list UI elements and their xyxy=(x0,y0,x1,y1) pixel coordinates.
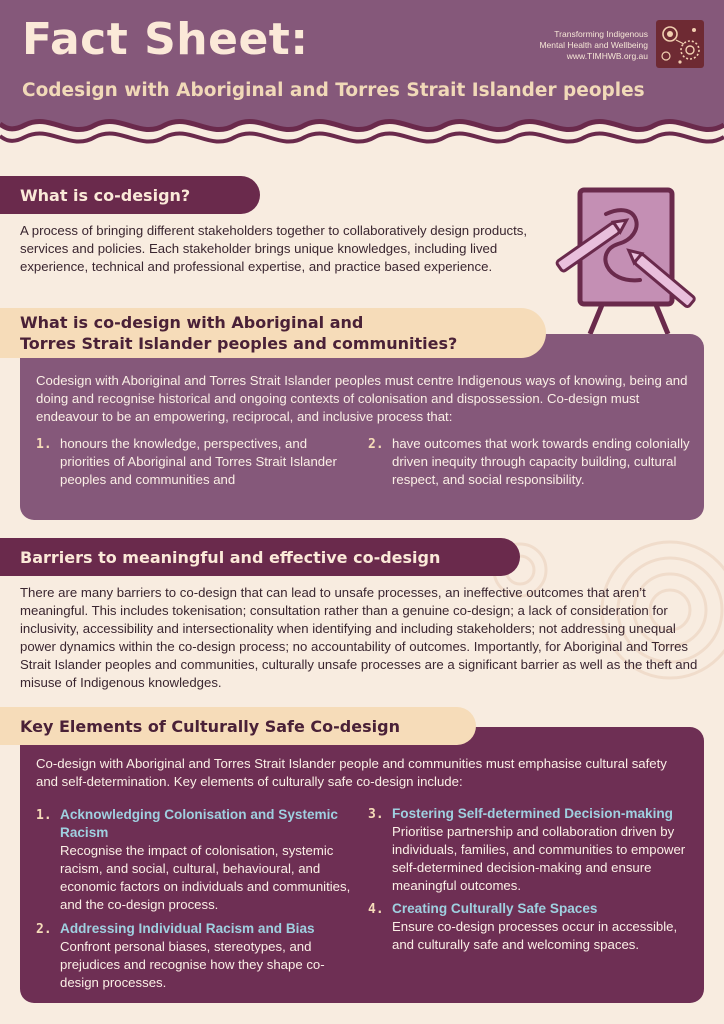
section4-item-4-number: 4. xyxy=(368,902,384,917)
section2-heading-line2: Torres Strait Islander peoples and communities? xyxy=(20,334,458,353)
section4-item-2-text: Confront personal biases, stereotypes, and prejudices and recognise how they shape co-design processes. xyxy=(60,939,325,990)
section2-item-1-text: honours the knowledge, perspectives, and priorities of Aboriginal and Torres Strait Islander peoples and communities and xyxy=(60,436,337,487)
section-heading-barriers: Barriers to meaningful and effective co-design xyxy=(0,538,520,576)
section-heading-what-is-codesign: What is co-design? xyxy=(0,176,260,214)
header-banner xyxy=(0,0,724,150)
section4-item-1-text: Recognise the impact of colonisation, systemic racism, and social, cultural, behavioural, and economic factors on individuals and communities, and the co-design process. xyxy=(60,843,351,912)
section4-item-2-title: Addressing Individual Racism and Bias xyxy=(60,921,315,936)
section4-intro-text: Co-design with Aboriginal and Torres Strait Islander people and communities must emphasise cultural safety and self-determination. Key elements of culturally safe co-design include: xyxy=(36,756,667,789)
section2-panel xyxy=(20,334,704,520)
section4-item-3-number: 3. xyxy=(368,807,384,822)
org-name-line2: Mental Health and Wellbeing xyxy=(539,40,648,50)
section4-item-1 xyxy=(60,806,360,914)
section4-item-2 xyxy=(60,920,360,992)
org-name-line1: Transforming Indigenous xyxy=(554,29,648,39)
section2-item-2-number: 2. xyxy=(368,437,384,452)
section4-item-1-title: Acknowledging Colonisation and Systemic Racism xyxy=(60,807,338,840)
section4-item-1-number: 1. xyxy=(36,808,52,823)
section4-item-3-title: Fostering Self-determined Decision-making xyxy=(392,806,673,821)
section2-heading-line1: What is co-design with Aboriginal and xyxy=(20,313,364,332)
section-heading-key-elements: Key Elements of Culturally Safe Co-design xyxy=(0,707,476,745)
section4-item-4-title: Creating Culturally Safe Spaces xyxy=(392,901,598,916)
section4-item-4-text: Ensure co-design processes occur in accessible, and culturally safe and welcoming spaces. xyxy=(392,919,678,952)
section2-item-2-text: have outcomes that work towards ending colonially driven inequity through capacity building, cultural respect, and social responsibility. xyxy=(392,436,690,487)
section4-item-3-text: Prioritise partnership and collaboration driven by individuals, families, and communities to empower self-determined decision-making and ensure meaningful outcomes. xyxy=(392,824,686,893)
easel-drawing-icon xyxy=(544,180,708,338)
org-url-link[interactable]: www.TIMHWB.org.au xyxy=(566,51,648,61)
organisation-block xyxy=(539,29,648,62)
section-heading-codesign-with-peoples xyxy=(0,308,546,358)
page-subtitle: Codesign with Aboriginal and Torres Strait Islander peoples xyxy=(22,80,645,101)
section4-item-4 xyxy=(392,900,692,954)
page-title: Fact Sheet: xyxy=(22,14,309,65)
section1-body-text: A process of bringing different stakeholders together to collaboratively design products, services and policies. Each stakeholder brings unique knowledges, including lived experience, technical and professional expertise, and practice based experience. xyxy=(20,223,528,274)
section4-panel xyxy=(20,727,704,1003)
section2-item-1-number: 1. xyxy=(36,437,52,452)
section4-item-3 xyxy=(392,805,692,895)
dot-art-logo-icon xyxy=(656,20,704,68)
section4-item-2-number: 2. xyxy=(36,922,52,937)
section3-body-text: There are many barriers to co-design that can lead to unsafe processes, an ineffective outcomes that aren’t meaningful. This includes tokenisation; consultation rather than a genuine co-design; a lack of consideration for inclusivity, accessibility and intersectionality when identifying and including stakeholders; not addressing unequal power dynamics within the co-design process; no accountability of outcomes. Importantly, for Aboriginal and Torres Strait Islander peoples and communities, culturally unsafe processes are a significant barrier as well as the theft and misuse of Indigenous knowledges. xyxy=(20,585,698,690)
timhwb-logo xyxy=(656,20,704,68)
section2-intro-text: Codesign with Aboriginal and Torres Strait Islander peoples must centre Indigenous ways of knowing, being and doing and recognise historical and ongoing contexts of colonisation and dispossession. Co-design must endeavour to be an empowering, reciprocal, and inclusive process that: xyxy=(36,373,688,424)
